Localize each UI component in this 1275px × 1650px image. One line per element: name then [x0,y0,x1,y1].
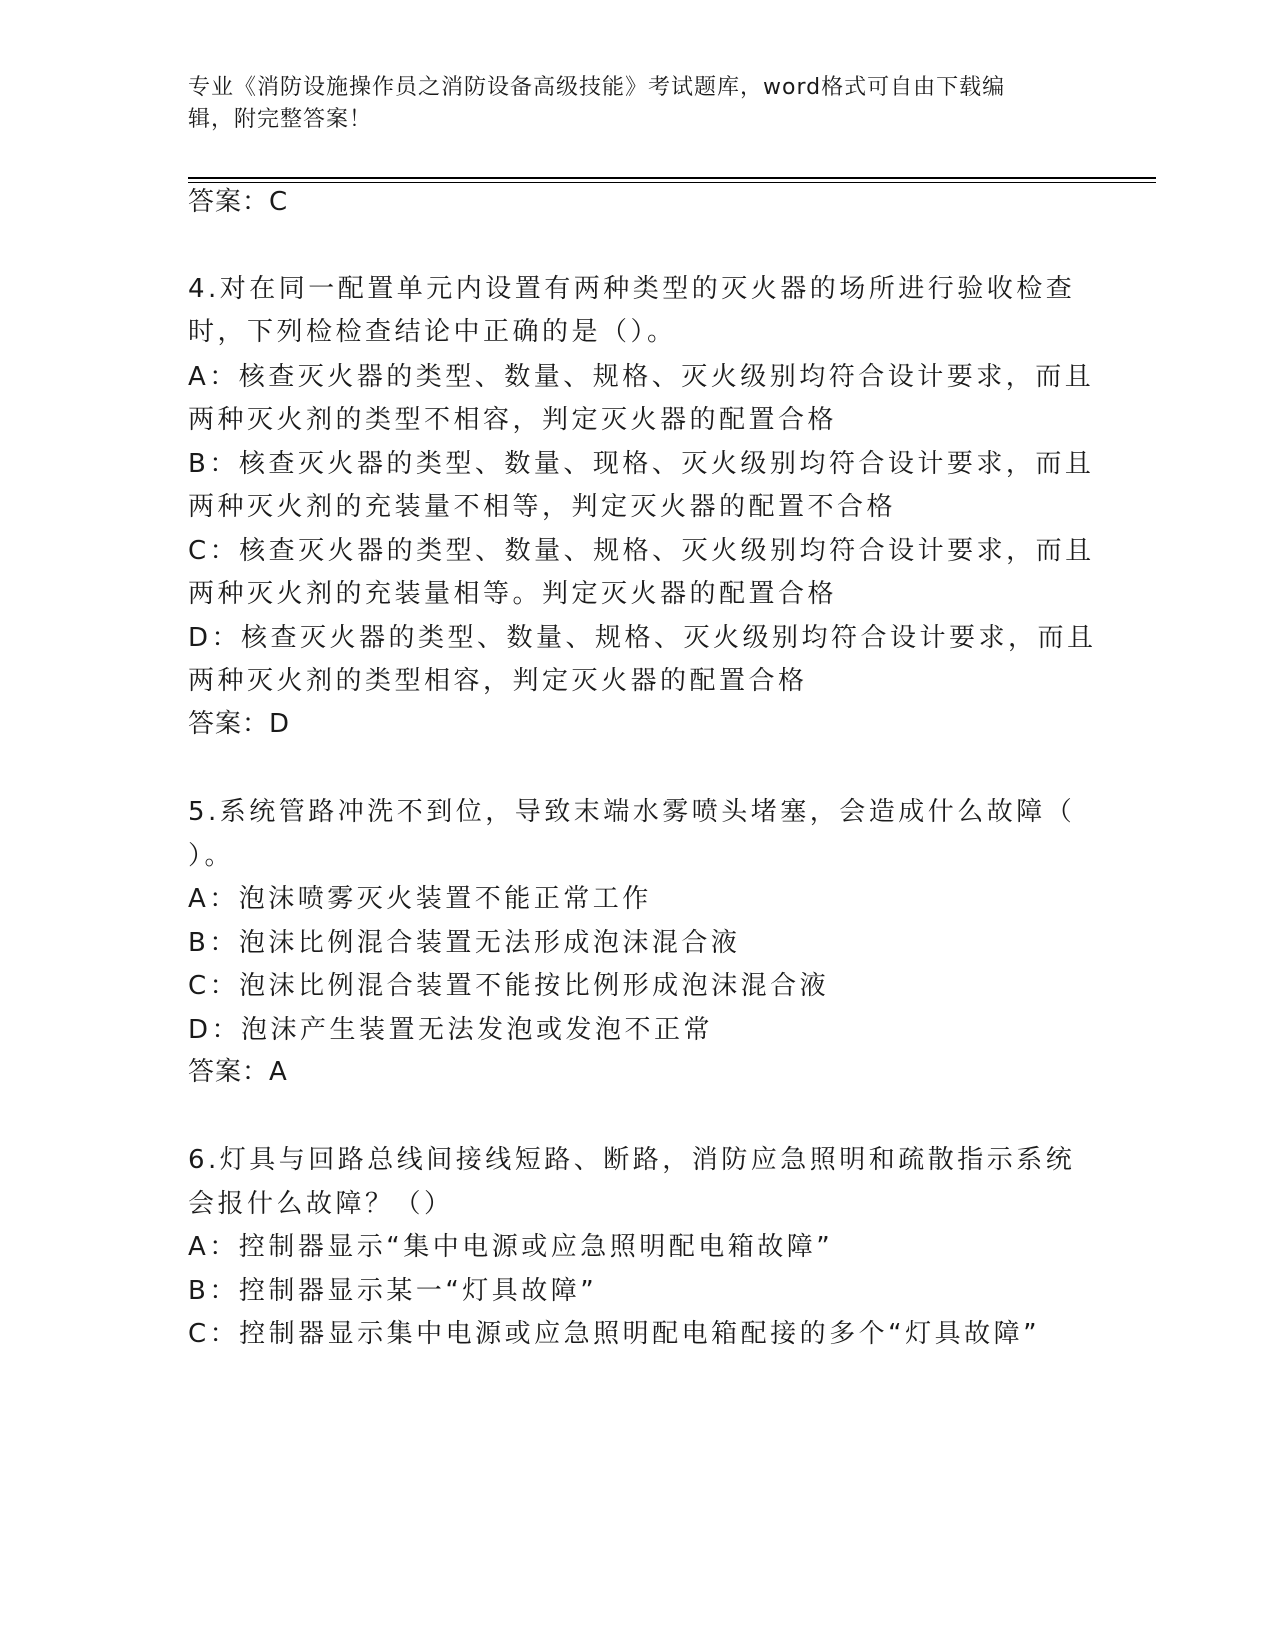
question-5-option-a: A：泡沫喷雾灭火装置不能正常工作 [188,884,652,914]
question-4-stem-line-1: 4.对在同一配置单元内设置有两种类型的灭火器的场所进行验收检查 [188,274,1076,304]
question-5-option-b: B：泡沫比例混合装置无法形成泡沫混合液 [188,928,741,958]
question-5-stem-line-1: 5.系统管路冲洗不到位，导致末端水雾喷头堵塞，会造成什么故障（ [188,797,1076,827]
question-4-option-a-line-1: A：核查灭火器的类型、数量、规格、灭火级别均符合设计要求，而且 [188,362,1095,392]
header-line-1: 专业《消防设施操作员之消防设备高级技能》考试题库，word格式可自由下载编 [188,75,1006,100]
question-6-stem-line-2: 会报什么故障？（） [188,1189,454,1219]
question-6-option-b: B：控制器显示某一“灯具故障” [188,1276,598,1306]
question-6-option-c: C：控制器显示集中电源或应急照明配电箱配接的多个“灯具故障” [188,1319,1041,1349]
question-5-option-c: C：泡沫比例混合装置不能按比例形成泡沫混合液 [188,971,830,1001]
question-5-option-d: D：泡沫产生装置无法发泡或发泡不正常 [188,1015,714,1045]
header-divider-thin [188,182,1156,183]
header-divider-thick [188,177,1156,179]
question-4-option-a-line-2: 两种灭火剂的类型不相容，判定灭火器的配置合格 [188,405,838,435]
question-4-option-c-line-1: C：核查灭火器的类型、数量、规格、灭火级别均符合设计要求，而且 [188,536,1095,566]
question-4-option-d-line-2: 两种灭火剂的类型相容，判定灭火器的配置合格 [188,666,808,696]
question-4-option-d-line-1: D：核查灭火器的类型、数量、规格、灭火级别均符合设计要求，而且 [188,623,1097,653]
header-line-2: 辑，附完整答案！ [188,107,373,132]
answer-previous: 答案：C [188,187,289,217]
question-4-option-b-line-1: B：核查灭火器的类型、数量、现格、灭火级别均符合设计要求，而且 [188,449,1095,479]
question-4-option-b-line-2: 两种灭火剂的充装量不相等，判定灭火器的配置不合格 [188,492,897,522]
question-6-option-a: A：控制器显示“集中电源或应急照明配电箱故障” [188,1232,834,1262]
page-header [188,72,1068,136]
question-4-answer: 答案：D [188,709,291,739]
question-5-stem-line-2: ）。 [188,841,235,871]
question-5-answer: 答案：A [188,1057,288,1087]
question-4-stem-line-2: 时，下列检检查结论中正确的是（）。 [188,317,677,347]
question-4-option-c-line-2: 两种灭火剂的充装量相等。判定灭火器的配置合格 [188,579,838,609]
question-6-stem-line-1: 6.灯具与回路总线间接线短路、断路，消防应急照明和疏散指示系统 [188,1145,1076,1175]
